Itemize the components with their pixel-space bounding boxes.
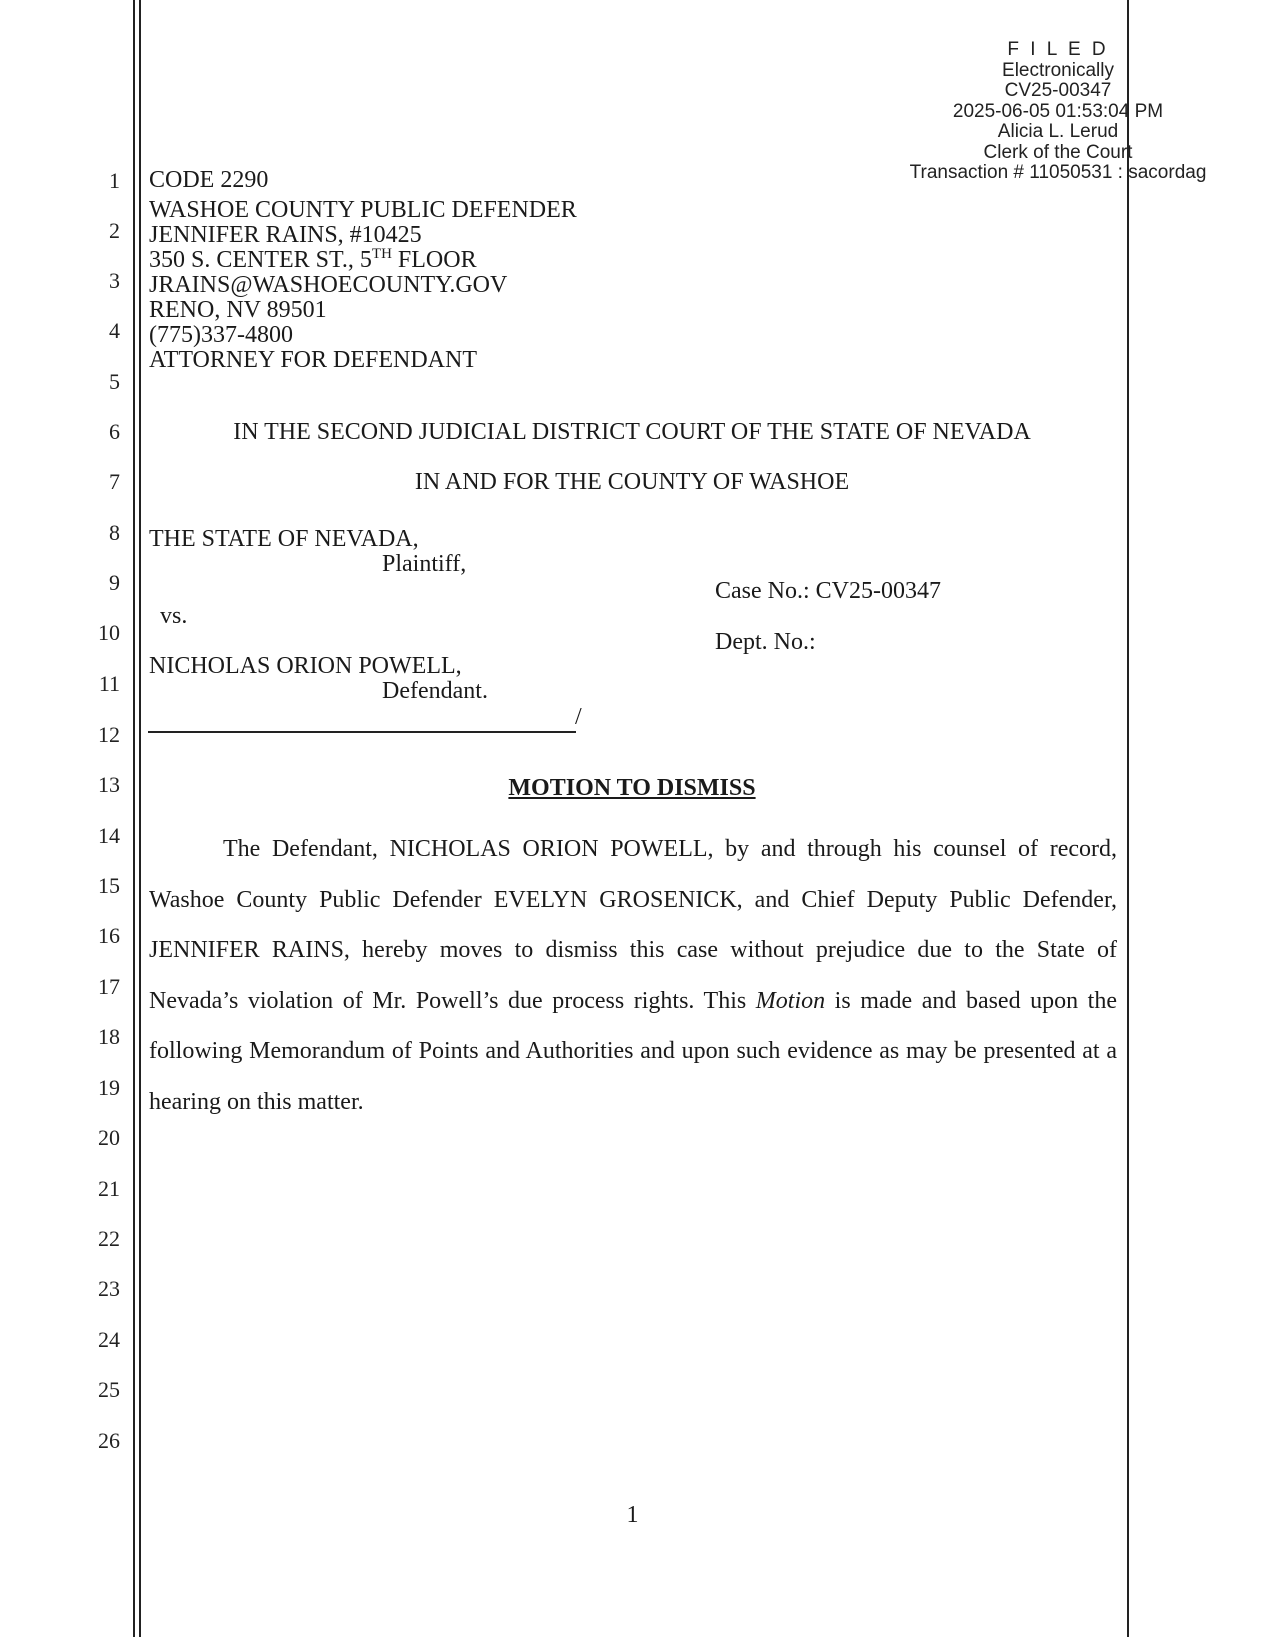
line-number: 24 xyxy=(98,1327,120,1352)
motion-paragraph xyxy=(149,824,1117,1127)
stamp-clerk-title: Clerk of the Court xyxy=(983,141,1133,163)
line-number: 19 xyxy=(98,1075,120,1100)
line-number: 11 xyxy=(98,671,120,696)
line-number: 14 xyxy=(98,823,120,848)
line-number: 18 xyxy=(98,1024,120,1049)
stamp-filed: F I L E D xyxy=(1007,39,1109,60)
caption-underline xyxy=(148,731,576,733)
line-number: 26 xyxy=(98,1428,120,1453)
paragraph-italic: Motion xyxy=(755,987,826,1014)
line-number: 9 xyxy=(109,570,120,595)
case-number: Case No.: CV25-00347 xyxy=(715,578,941,604)
caption-defendant: NICHOLAS ORION POWELL, xyxy=(149,653,462,679)
court-name: IN THE SECOND JUDICIAL DISTRICT COURT OF THE STATE OF NEVADA xyxy=(233,419,1031,445)
line-number: 5 xyxy=(109,369,120,394)
caption-slash: / xyxy=(575,704,582,730)
header-city: RENO, NV 89501 xyxy=(149,297,327,323)
motion-body xyxy=(149,824,1117,1127)
line-number: 20 xyxy=(98,1125,120,1150)
line-number: 6 xyxy=(109,419,120,444)
line-number: 13 xyxy=(98,772,120,797)
header-address xyxy=(149,247,477,273)
right-margin-rule xyxy=(1127,0,1129,1637)
line-number: 23 xyxy=(98,1276,120,1301)
line-number: 17 xyxy=(98,974,120,999)
header-phone: (775)337-4800 xyxy=(149,322,293,348)
left-margin-rule-outer xyxy=(133,0,135,1637)
line-number: 15 xyxy=(98,873,120,898)
stamp-electronically: Electronically xyxy=(1002,59,1114,81)
line-number: 7 xyxy=(109,469,120,494)
address-street: 350 S. CENTER ST., 5 xyxy=(149,247,372,273)
header-attorney: JENNIFER RAINS, #10425 xyxy=(149,222,422,248)
document-title: MOTION TO DISMISS xyxy=(508,775,756,801)
header-office: WASHOE COUNTY PUBLIC DEFENDER xyxy=(149,197,577,223)
line-number: 4 xyxy=(109,318,120,343)
stamp-clerk-name: Alicia L. Lerud xyxy=(997,121,1119,142)
department-number: Dept. No.: xyxy=(715,629,816,655)
line-number: 1 xyxy=(109,168,120,193)
paragraph-text-1: The Defendant, NICHOLAS ORION POWELL, by and through his counsel of record, Washoe County Public Defender EVELYN GROSENICK, and Chief Deputy Public Defender, JENNIFER RAINS, hereby moves to dismiss this case without prejudice due to the State of Nevada’s violation of Mr. Powell’s due process rights. This xyxy=(149,836,1117,1014)
line-number: 10 xyxy=(98,620,120,645)
line-number: 21 xyxy=(98,1176,120,1201)
paragraph-text-2: is made and based upon the following Memorandum of Points and Authorities and upon such evidence as may be presented at a hearing on this matter. xyxy=(149,987,1118,1115)
caption-plaintiff-label: Plaintiff, xyxy=(382,551,467,577)
page-number: 1 xyxy=(626,1502,639,1528)
stamp-case-number: CV25-00347 xyxy=(1004,80,1112,101)
header-role: ATTORNEY FOR DEFENDANT xyxy=(149,347,478,373)
filing-stamp xyxy=(888,40,1228,184)
caption-defendant-label: Defendant. xyxy=(382,678,488,704)
court-county: IN AND FOR THE COUNTY OF WASHOE xyxy=(414,469,850,495)
line-number: 3 xyxy=(109,268,120,293)
line-number: 2 xyxy=(109,218,120,243)
caption-vs: vs. xyxy=(160,603,188,629)
stamp-transaction: Transaction # 11050531 : sacordag xyxy=(909,162,1207,183)
caption-plaintiff: THE STATE OF NEVADA, xyxy=(149,526,419,552)
line-number: 25 xyxy=(98,1377,120,1402)
line-number: 12 xyxy=(98,722,120,747)
stamp-timestamp: 2025-06-05 01:53:04 PM xyxy=(952,100,1164,122)
line-number: 16 xyxy=(98,923,120,948)
line-number: 22 xyxy=(98,1226,120,1251)
address-floor: FLOOR xyxy=(391,247,477,273)
line-number: 8 xyxy=(109,520,120,545)
header-email: JRAINS@WASHOECOUNTY.GOV xyxy=(149,272,508,298)
header-code: CODE 2290 xyxy=(149,167,269,193)
address-superscript: TH xyxy=(371,246,392,262)
left-margin-rule-inner xyxy=(139,0,141,1637)
